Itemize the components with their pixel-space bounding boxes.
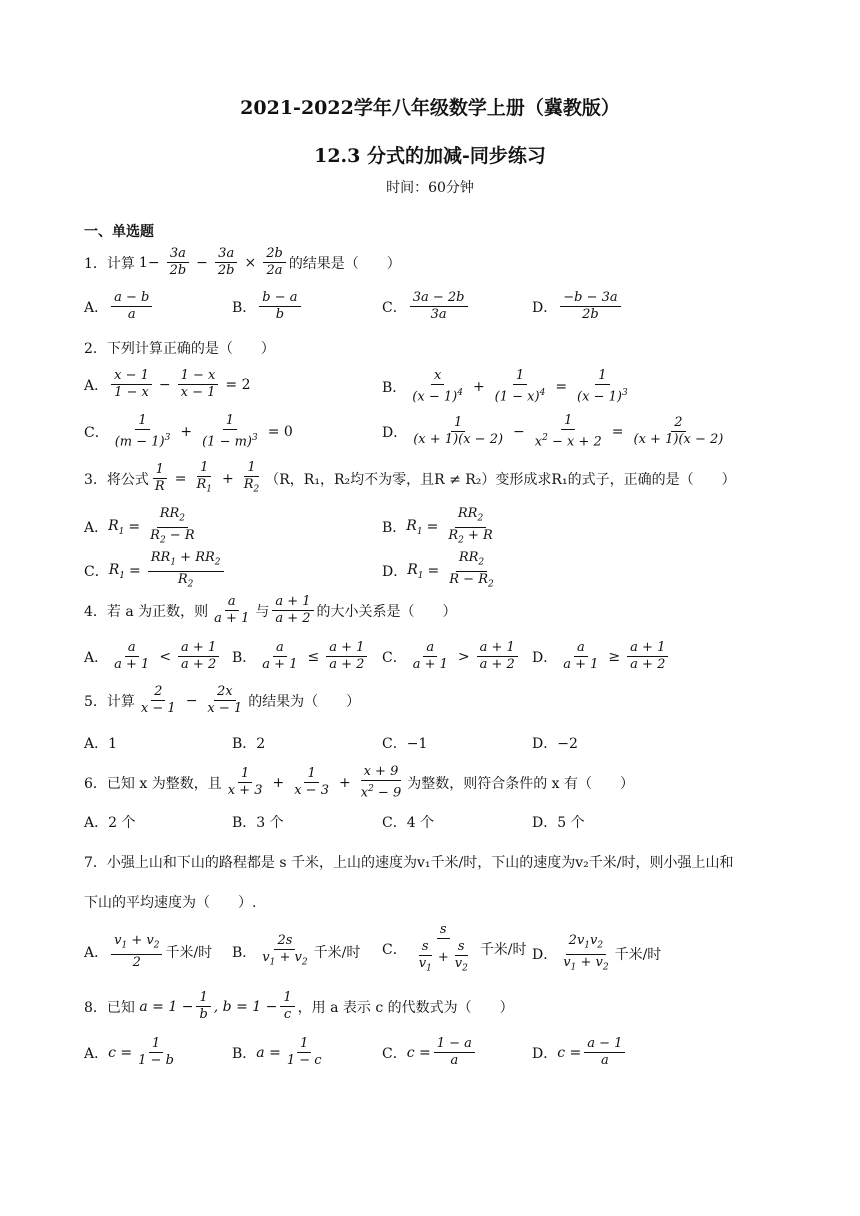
q7-option-a: A． $v_1 + v_2$ 2 千米/时 — [84, 933, 213, 970]
q8-option-b: B． a = $\frac{1}{1 - c}$ — [232, 1036, 322, 1068]
question-1: 1． 计算 1− $\frac{3a}{2b}$ − $\frac{3a}{2b}$ × $\frac{2b}{2a}$ 的结果是（ ） — [84, 246, 401, 278]
q1-option-c: C． 3a − 2b 3a — [382, 290, 471, 323]
q1-option-a: A． a − b a — [84, 290, 155, 323]
question-2: 2． 下列计算正确的是（ ） — [84, 341, 275, 357]
document-subtitle: 12.3 分式的加减-同步练习 — [314, 145, 546, 167]
q6-option-c: C．4 个 — [382, 815, 435, 831]
question-4: 4． 若 a 为正数，则 a a + 1 与 a + 1 a + 2 的大小关系是（ ） — [84, 594, 457, 626]
q4-option-b: B． $\frac{a}{a + 1}$ ≤ $\frac{a + 1}{a + 2}$ — [232, 640, 370, 673]
q3-option-a: A． $R_1$ = $\frac{RR_2}{R_2 - R}$ — [84, 506, 195, 546]
time-limit: 时间：60分钟 — [386, 180, 474, 196]
q5-option-c: C．−1 — [382, 736, 428, 752]
q5-option-b: B．2 — [232, 736, 266, 752]
q2-option-c: C． 1 $(m - 1)^3$ + $\frac{1}{(1 - m)^3}$ = 0 — [84, 413, 293, 450]
q5-option-d: D．−2 — [532, 736, 578, 752]
q2-option-a: A． x − 1 1 − x − $\frac{1 - x}{x - 1}$ = 2 — [84, 368, 251, 400]
q7-option-d: D． $2v_1v_2$ $v_1 + v_2$ 千米/时 — [532, 933, 662, 973]
q2-option-d: D． 1 (x + 1)(x − 2) − $\frac{1}{x^2 - x + 2}$ = $\frac{2}{(x + 1)(x - 2)}$ — [382, 413, 724, 450]
q1-option-b: B． b − a b — [232, 290, 304, 323]
q8-option-d: D． c = $\frac{a - 1}{a}$ — [532, 1036, 628, 1069]
q4-option-a: A． a a + 1 < a + 1 a + 2 — [84, 640, 222, 673]
q8-option-a: A． c = $\frac{1}{1 - b}$ — [84, 1036, 174, 1068]
question-5: 5． 计算 2 x − 1 − $\frac{2x}{x - 1}$ 的结果为（ ） — [84, 684, 361, 716]
q2-option-b: B． x $(x - 1)^4$ + $\frac{1}{(1 - x)^4}$ = $\frac{1}{(x - 1)^3}$ — [382, 368, 628, 405]
question-7-line-1: 7． 小强上山和下山的路程都是 s 千米，上山的速度为v₁千米/时，下山的速度为v₂千米/时，则小强上山和 — [84, 855, 734, 871]
q6-option-d: D．5 个 — [532, 815, 585, 831]
q3-option-b: B． $R_1$ = $\frac{RR_2}{R_2 + R}$ — [382, 506, 493, 546]
q4-option-d: D． $\frac{a}{a + 1}$ ≥ $\frac{a + 1}{a + 2}$ — [532, 640, 671, 673]
question-7-line-2: 下山的平均速度为（ ）. — [84, 895, 257, 911]
q4-option-c: C． a a + 1 > a + 1 a + 2 — [382, 640, 521, 673]
q1-option-d: D． −b − 3a 2b — [532, 290, 624, 323]
q5-option-a: A．1 — [84, 736, 118, 752]
q7-option-c: C． s s $v_1$ + s $v_2$ 千米/时 — [382, 922, 527, 974]
q6-option-a: A．2 个 — [84, 815, 136, 831]
question-3: 3． 将公式 $\frac{1}{R}$ = $\frac{1}{R_1}$ + $\frac{1}{R_2}$ （R，R₁，R₂均不为零，且R ≠ R₂）变形成求R₁的式子，正确的是（ ） — [84, 460, 736, 495]
question-6: 6． 已知 x 为整数，且 1 x + 3 + $\frac{1}{x - 3}$ + $\frac{x + 9}{x^2 - 9}$ 为整数，则符合条件的 x 有（ ） — [84, 764, 635, 801]
document-title: 2021-2022学年八年级数学上册（冀教版） — [240, 97, 620, 119]
section-heading: 一、单选题 — [84, 224, 154, 240]
question-8: 8． 已知 a = 1 − $\frac{1}{b}$ , b = 1 − $\frac{1}{c}$ ，用 a 表示 c 的代数式为（ ） — [84, 990, 514, 1022]
q3-option-c: C． $R_1$ = $\frac{RR_1 + RR_2}{R_2}$ — [84, 550, 227, 592]
q7-option-b: B． 2s $v_1 + v_2$ 千米/时 — [232, 933, 361, 968]
q6-option-b: B．3 个 — [232, 815, 284, 831]
q3-option-d: D． $R_1$ = $\frac{RR_2}{R - R_2}$ — [382, 550, 494, 590]
q8-option-c: C． c = $\frac{1 - a}{a}$ — [382, 1036, 478, 1069]
